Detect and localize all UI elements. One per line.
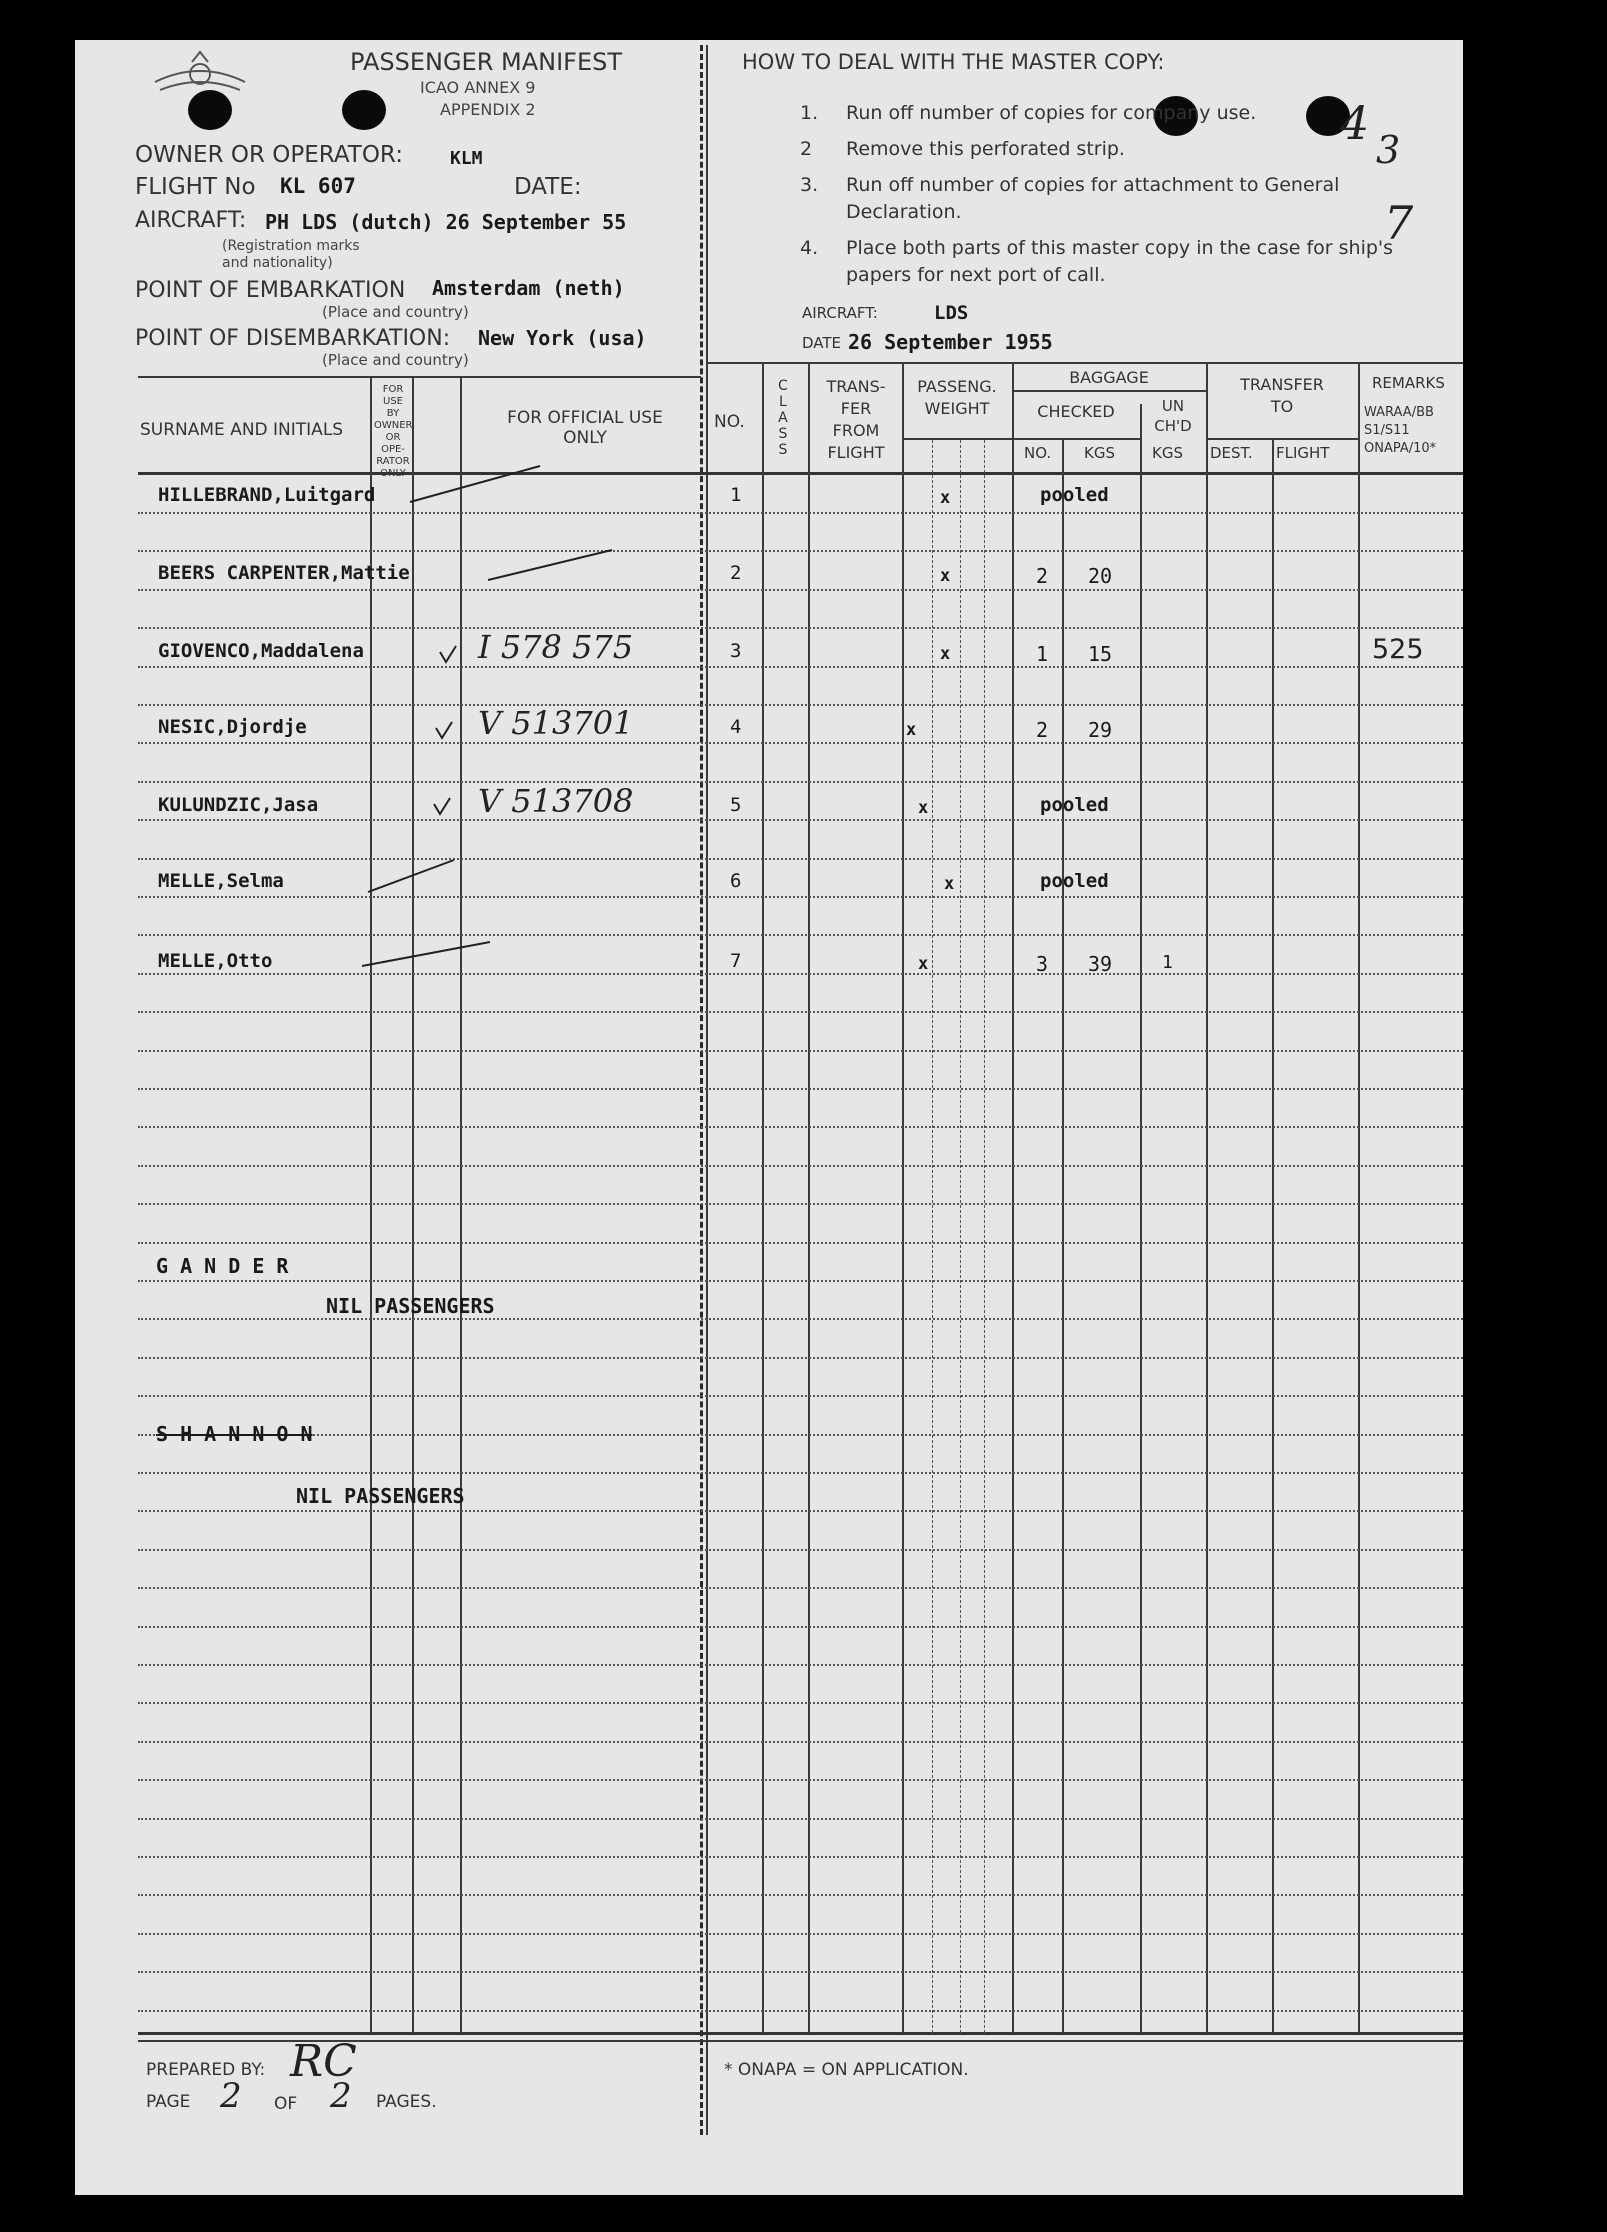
embark-value: Amsterdam (neth) xyxy=(432,276,625,300)
appendix-label: APPENDIX 2 xyxy=(440,100,536,119)
col-no: NO. xyxy=(714,412,745,432)
col-for-use-line: OWNER xyxy=(374,420,413,431)
punch-hole xyxy=(188,90,232,130)
row-rule xyxy=(138,1894,1463,1896)
baggage-kgs: 15 xyxy=(1088,642,1113,666)
col-class xyxy=(778,378,788,458)
row-rule xyxy=(138,2010,1463,2012)
baggage-pooled: pooled xyxy=(1040,870,1109,892)
col-class-letter: S xyxy=(778,426,788,442)
row-rule xyxy=(138,1856,1463,1858)
owner-value: KLM xyxy=(450,148,483,169)
row-rule xyxy=(138,666,1463,668)
column-rule xyxy=(1272,438,1274,2033)
flight-label: FLIGHT No xyxy=(135,174,256,200)
col-transfer-from xyxy=(812,376,900,464)
row-rule xyxy=(138,512,1463,514)
baggage-kgs: 20 xyxy=(1088,564,1113,588)
col-passeng-weight-line: PASSENG. xyxy=(917,377,997,396)
weight-mark: x xyxy=(940,566,951,586)
col-transfer-from-line: FER xyxy=(840,399,872,418)
row-rule xyxy=(138,781,1463,783)
shannon-stop: S H A N N O N xyxy=(156,1422,313,1446)
passenger-no: 4 xyxy=(730,716,742,738)
col-unchd-line: CH'D xyxy=(1154,417,1192,435)
col-baggage: BAGGAGE xyxy=(1069,368,1149,387)
col-unchd xyxy=(1140,396,1206,436)
annex-label: ICAO ANNEX 9 xyxy=(420,78,536,97)
row-rule xyxy=(138,858,1463,860)
official-number: V 513708 xyxy=(478,782,634,820)
col-transfer-from-line: TRANS- xyxy=(826,377,886,396)
aircraft-value-right: LDS xyxy=(934,302,969,324)
shannon-nil: NIL PASSENGERS xyxy=(296,1484,465,1508)
baggage-count: 3 xyxy=(1036,952,1049,976)
date-label-right: DATE xyxy=(802,334,842,352)
row-rule xyxy=(138,1011,1463,1013)
column-rule xyxy=(984,440,985,2033)
pages-label: PAGES. xyxy=(376,2092,437,2112)
row-rule xyxy=(138,896,1463,898)
passenger-name: BEERS CARPENTER,Mattie xyxy=(158,562,410,584)
table-top-rule xyxy=(138,376,701,378)
gander-nil: NIL PASSENGERS xyxy=(326,1294,495,1318)
row-rule xyxy=(138,973,1463,975)
col-transfer-from-line: FROM xyxy=(832,421,880,440)
row-rule xyxy=(138,1318,1463,1320)
row-rule xyxy=(138,1971,1463,1973)
baggage-kgs: 39 xyxy=(1088,952,1113,976)
col-passeng-weight-line: WEIGHT xyxy=(924,399,990,418)
instruction-num: 2 xyxy=(800,138,813,160)
instruction-text: Run off number of copies for company use. xyxy=(846,102,1257,124)
col-class-letter: S xyxy=(778,442,788,458)
passenger-no: 3 xyxy=(730,640,742,662)
row-rule xyxy=(138,1242,1463,1244)
row-rule xyxy=(138,1933,1463,1935)
baggage-pooled: pooled xyxy=(1040,484,1109,506)
date-value-right: 26 September 1955 xyxy=(848,330,1053,354)
col-official-line: FOR OFFICIAL USE xyxy=(507,408,663,428)
column-rule xyxy=(762,364,764,2033)
row-rule xyxy=(138,589,1463,591)
official-number: V 513701 xyxy=(478,704,634,742)
instruction-text: Declaration. xyxy=(846,201,962,223)
perforation-divider xyxy=(700,45,703,2135)
handwritten-count: 7 xyxy=(1384,196,1414,250)
row-rule xyxy=(138,1395,1463,1397)
col-for-use-line: OR OPE- xyxy=(381,432,405,455)
col-for-use-line: RATOR xyxy=(376,456,410,467)
col-transfer-from-line: FLIGHT xyxy=(827,443,885,462)
weight-mark: x xyxy=(940,644,951,664)
col-remarks-sub-line: WARAA/BB xyxy=(1364,405,1434,420)
baggage-count: 2 xyxy=(1036,718,1049,742)
column-rule xyxy=(960,440,961,2033)
row-rule xyxy=(138,627,1463,629)
passenger-name: NESIC,Djordje xyxy=(158,716,307,738)
row-rule xyxy=(138,934,1463,936)
col-for-use-line: BY xyxy=(386,408,400,419)
row-rule xyxy=(138,1280,1463,1282)
row-rule xyxy=(138,704,1463,706)
onapa-note: * ONAPA = ON APPLICATION. xyxy=(724,2060,969,2080)
prepared-signature: RC xyxy=(290,2036,357,2087)
baggage-pooled: pooled xyxy=(1040,794,1109,816)
official-number: I 578 575 xyxy=(478,628,634,666)
header-bottom-rule xyxy=(138,472,1463,475)
weight-mark: x xyxy=(918,954,929,974)
row-rule xyxy=(138,1203,1463,1205)
passenger-name: HILLEBRAND,Luitgard xyxy=(158,484,376,506)
owner-label: OWNER OR OPERATOR: xyxy=(135,142,403,168)
row-rule xyxy=(138,550,1463,552)
row-rule xyxy=(138,1510,1463,1512)
handwritten-count: 3 xyxy=(1376,128,1401,172)
column-rule xyxy=(1012,364,1014,2033)
row-rule xyxy=(138,1549,1463,1551)
row-rule xyxy=(138,1088,1463,1090)
column-rule xyxy=(1062,440,1064,2033)
col-remarks-sub-line: S1/S11 xyxy=(1364,423,1410,438)
instruction-text: Remove this perforated strip. xyxy=(846,138,1125,160)
row-rule xyxy=(138,1434,1463,1436)
row-rule xyxy=(138,1779,1463,1781)
passenger-no: 6 xyxy=(730,870,742,892)
weight-mark: x xyxy=(918,798,929,818)
header-subrule xyxy=(902,438,1012,440)
col-official xyxy=(470,408,700,448)
header-subrule xyxy=(1206,438,1358,440)
gander-stop: G A N D E R xyxy=(156,1254,289,1278)
row-rule xyxy=(138,1357,1463,1359)
instruction-text: Place both parts of this master copy in the case for ship's xyxy=(846,237,1394,259)
row-rule xyxy=(138,1664,1463,1666)
col-surname: SURNAME AND INITIALS xyxy=(140,420,344,440)
instruction-num: 3. xyxy=(800,174,819,196)
col-remarks-sub-line: ONAPA/10* xyxy=(1364,441,1437,456)
col-for-use-line: FOR USE xyxy=(382,384,404,407)
passenger-name: KULUNDZIC,Jasa xyxy=(158,794,319,816)
row-rule xyxy=(138,1702,1463,1704)
of-label: OF xyxy=(274,2094,298,2114)
col-flight: FLIGHT xyxy=(1276,444,1330,462)
col-for-use-line: ONLY xyxy=(380,468,406,479)
table-bottom-rule xyxy=(138,2032,1463,2035)
date-label: DATE: xyxy=(514,174,582,200)
disembark-note: (Place and country) xyxy=(322,351,469,369)
row-rule xyxy=(138,1587,1463,1589)
row-rule xyxy=(138,1050,1463,1052)
of-value: 2 xyxy=(330,2076,352,2116)
manifest-title: PASSENGER MANIFEST xyxy=(350,48,623,76)
instruction-text: Run off number of copies for attachment to General xyxy=(846,174,1340,196)
aircraft-note: and nationality) xyxy=(222,255,333,271)
col-transfer-to-line: TRANSFER xyxy=(1240,375,1324,394)
handwritten-count: 4 xyxy=(1340,96,1370,150)
aircraft-value: PH LDS (dutch) 26 September 55 xyxy=(265,210,627,234)
perforation-divider xyxy=(706,45,708,2135)
column-rule xyxy=(902,364,904,2033)
column-rule xyxy=(1358,364,1360,2033)
row-rule xyxy=(138,1818,1463,1820)
embark-note: (Place and country) xyxy=(322,303,469,321)
col-unchd-line: UN xyxy=(1161,397,1185,415)
instruction-num: 4. xyxy=(800,237,819,259)
table-top-rule xyxy=(706,362,1463,364)
col-remarks-sub xyxy=(1364,404,1436,458)
col-official-line: ONLY xyxy=(563,428,607,448)
column-rule xyxy=(1140,404,1142,2033)
column-rule xyxy=(808,364,810,2033)
weight-mark: x xyxy=(906,720,917,740)
col-passeng-weight xyxy=(904,376,1010,420)
col-class-letter: C xyxy=(778,378,788,394)
weight-mark: x xyxy=(944,874,955,894)
punch-hole xyxy=(342,90,386,130)
header-subrule xyxy=(1012,438,1140,440)
col-class-letter: L xyxy=(778,394,787,410)
disembark-value: New York (usa) xyxy=(478,326,647,350)
aircraft-label-right: AIRCRAFT: xyxy=(802,304,878,322)
header-subrule xyxy=(1012,390,1206,392)
row-rule xyxy=(138,1626,1463,1628)
flight-value: KL 607 xyxy=(280,174,356,198)
row-rule xyxy=(138,1741,1463,1743)
row-rule xyxy=(138,819,1463,821)
row-rule xyxy=(138,1165,1463,1167)
passenger-no: 1 xyxy=(730,484,742,506)
baggage-kgs: 29 xyxy=(1088,718,1113,742)
row-rule xyxy=(138,1472,1463,1474)
page-label: PAGE xyxy=(146,2092,191,2112)
row-rule xyxy=(138,742,1463,744)
col-dest: DEST. xyxy=(1210,444,1253,462)
prepared-label: PREPARED BY: xyxy=(146,2060,266,2080)
col-checked: CHECKED xyxy=(1037,402,1115,421)
col-transfer-to-line: TO xyxy=(1270,397,1294,416)
col-transfer-to xyxy=(1206,374,1358,418)
disembark-label: POINT OF DISEMBARKATION: xyxy=(135,326,451,351)
instruction-num: 1. xyxy=(800,102,819,124)
col-class-letter: A xyxy=(778,410,788,426)
unchecked-baggage: 1 xyxy=(1162,952,1173,973)
aircraft-note: (Registration marks xyxy=(222,238,360,254)
passenger-name: MELLE,Selma xyxy=(158,870,284,892)
passenger-no: 5 xyxy=(730,794,742,816)
passenger-name: MELLE,Otto xyxy=(158,950,273,972)
col-bag-no: NO. xyxy=(1024,444,1052,462)
embark-label: POINT OF EMBARKATION xyxy=(135,278,406,303)
column-rule xyxy=(932,440,933,2033)
baggage-count: 2 xyxy=(1036,564,1049,588)
passenger-name: GIOVENCO,Maddalena xyxy=(158,640,364,662)
page-value: 2 xyxy=(220,2076,242,2116)
instruction-text: papers for next port of call. xyxy=(846,264,1106,286)
row-rule xyxy=(138,1126,1463,1128)
col-bag-kgs: KGS xyxy=(1084,444,1115,462)
aircraft-label: AIRCRAFT: xyxy=(135,208,247,233)
instructions-title: HOW TO DEAL WITH THE MASTER COPY: xyxy=(742,50,1165,74)
remark-value: 525 xyxy=(1372,634,1424,665)
passenger-no: 2 xyxy=(730,562,742,584)
col-unchd-kgs: KGS xyxy=(1152,444,1183,462)
weight-mark: x xyxy=(940,488,951,508)
col-remarks: REMARKS xyxy=(1372,374,1445,392)
col-for-use xyxy=(374,384,412,480)
passenger-no: 7 xyxy=(730,950,742,972)
baggage-count: 1 xyxy=(1036,642,1049,666)
column-rule xyxy=(1206,364,1208,2033)
